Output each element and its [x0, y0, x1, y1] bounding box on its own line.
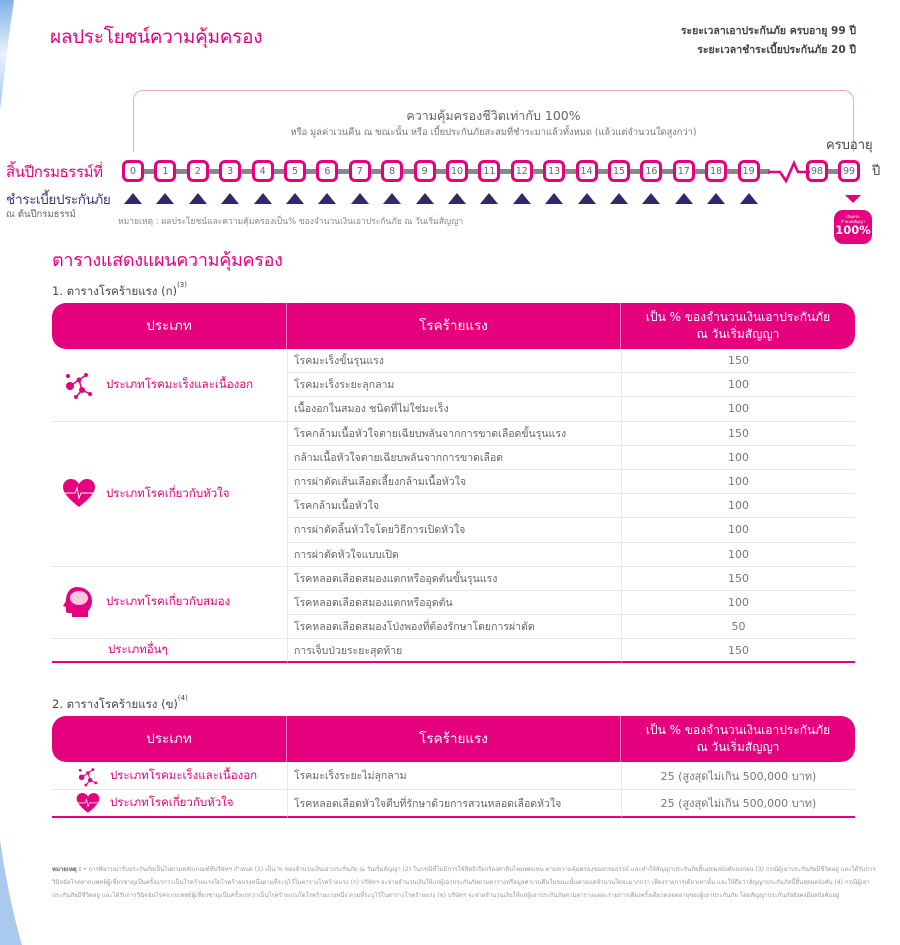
badge-small-2: กำหนดสัญญา	[840, 219, 866, 224]
benefit-percent: 50	[621, 615, 855, 639]
coverage-main-text: ความคุ้มครองชีวิตเท่ากับ 100%	[406, 108, 581, 123]
benefit-percent: 150	[621, 567, 855, 591]
header-percent-line2: ณ วันเริ่มสัญญา	[696, 327, 780, 341]
premium-payment-marker-icon	[675, 193, 693, 204]
disease-name: โรคกล้ามเนื้อหัวใจ	[287, 494, 621, 518]
premium-payment-marker-icon	[610, 193, 628, 204]
header-percent	[621, 716, 855, 762]
payment-period: ระยะเวลาชำระเบี้ยประกันภัย 20 ปี	[697, 44, 856, 56]
footnote-label: หมายเหตุ :	[52, 866, 82, 873]
heart-icon	[62, 479, 96, 509]
premium-payment-marker-icon	[318, 193, 336, 204]
category-cell	[52, 790, 287, 818]
benefit-percent: 150	[621, 422, 855, 446]
disease-name: โรคมะเร็งขั้นรุนแรง	[287, 349, 621, 373]
decorative-swoosh	[0, 0, 40, 945]
critical-illness-table-a	[52, 303, 855, 663]
premium-payment-marker-icon	[351, 193, 369, 204]
disease-name: เนื้องอกในสมอง ชนิดที่ไม่ใช่มะเร็ง	[287, 397, 621, 421]
table-row	[52, 349, 855, 373]
year-node: 0	[122, 160, 144, 182]
benefit-percent: 100	[621, 518, 855, 542]
disease-name: การผ่าตัดลิ้นหัวใจโดยวิธีการเปิดหัวใจ	[287, 518, 621, 542]
molecule-icon	[62, 370, 96, 400]
benefit-percent: 100	[621, 470, 855, 494]
table-header-row	[52, 303, 855, 349]
coverage-period: ระยะเวลาเอาประกันภัย ครบอายุ 99 ปี	[680, 25, 856, 37]
year-node: 12	[511, 160, 533, 182]
category-cell	[52, 762, 287, 790]
disease-name: การเจ็บป่วยระยะสุดท้าย	[287, 639, 621, 663]
year-node: 18	[705, 160, 727, 182]
year-node: 5	[284, 160, 306, 182]
header-disease: โรคร้ายแรง	[287, 303, 621, 349]
molecule-icon	[76, 766, 100, 786]
category-cell	[52, 349, 287, 422]
premium-payment-marker-icon	[578, 193, 596, 204]
header-disease: โรคร้ายแรง	[287, 716, 621, 762]
footnote	[52, 864, 882, 902]
category-label: ประเภทอื่นๆ	[108, 642, 168, 657]
year-node: 14	[576, 160, 598, 182]
header-type: ประเภท	[52, 303, 287, 349]
premium-label: ชำระเบี้ยประกันภัย	[6, 192, 111, 208]
premium-payment-marker-icon	[707, 193, 725, 204]
premium-payment-marker-icon	[480, 193, 498, 204]
maturity-benefit-badge	[834, 210, 872, 244]
benefit-percent: 100	[621, 591, 855, 615]
year-node: 9	[414, 160, 436, 182]
table1-title	[52, 283, 187, 301]
table-row	[52, 422, 855, 446]
premium-payment-marker-icon	[156, 193, 174, 204]
category-label: ประเภทโรคเกี่ยวกับสมอง	[106, 594, 231, 609]
heart-icon	[76, 793, 100, 813]
year-node: 7	[349, 160, 371, 182]
year-node: 11	[478, 160, 500, 182]
category-cell	[52, 639, 287, 663]
section-title: ตารางแสดงแผนความคุ้มครอง	[52, 250, 283, 271]
table2-title	[52, 696, 188, 714]
year-node: 10	[446, 160, 468, 182]
premium-payment-marker-icon	[124, 193, 142, 204]
year-node: 98	[806, 160, 828, 182]
timeline-note: หมายเหตุ : ผลประโยชน์และความคุ้มครองเป็น% ของจำนวนเงินเอาประกันภัย ณ วันเริ่มสัญญา	[118, 217, 464, 227]
table-row	[52, 639, 855, 663]
premium-payment-marker-icon	[221, 193, 239, 204]
table-row	[52, 762, 855, 790]
table-header-row	[52, 716, 855, 762]
premium-payment-marker-icon	[513, 193, 531, 204]
disease-name: โรคหลอดเลือดสมองแตกหรืออุดตัน	[287, 591, 621, 615]
timeline-break-icon	[768, 160, 810, 184]
critical-illness-table-b	[52, 716, 855, 818]
header-percent-line1: เป็น % ของจำนวนเงินเอาประกันภัย	[645, 310, 831, 324]
benefit-percent: 100	[621, 446, 855, 470]
year-node: 16	[640, 160, 662, 182]
year-node: 17	[673, 160, 695, 182]
year-unit: ปี	[872, 164, 881, 179]
year-node: 19	[738, 160, 760, 182]
disease-name: โรคหลอดเลือดหัวใจตีบที่รักษาด้วยการสวนหลอดเลือดหัวใจ	[287, 790, 621, 818]
category-label: ประเภทโรคมะเร็งและเนื้องอก	[110, 767, 258, 782]
category-cell	[52, 422, 287, 567]
year-node: 1	[154, 160, 176, 182]
year-node: 15	[608, 160, 630, 182]
disease-name: การผ่าตัดหัวใจแบบเปิด	[287, 543, 621, 567]
benefit-percent: 25 (สูงสุดไม่เกิน 500,000 บาท)	[621, 790, 855, 818]
benefit-percent: 25 (สูงสุดไม่เกิน 500,000 บาท)	[621, 762, 855, 790]
premium-payment-marker-icon	[448, 193, 466, 204]
premium-payment-marker-icon	[642, 193, 660, 204]
premium-payment-marker-icon	[383, 193, 401, 204]
premium-payment-marker-icon	[286, 193, 304, 204]
category-cell	[52, 567, 287, 640]
maturity-arrow-icon	[845, 195, 861, 203]
category-label: ประเภทโรคมะเร็งและเนื้องอก	[106, 376, 254, 391]
premium-payment-marker-icon	[189, 193, 207, 204]
category-label: ประเภทโรคเกี่ยวกับหัวใจ	[106, 485, 230, 500]
disease-name: กล้ามเนื้อหัวใจตายเฉียบพลันจากการขาดเลือด	[287, 446, 621, 470]
benefit-percent: 100	[621, 543, 855, 567]
benefit-percent: 100	[621, 494, 855, 518]
year-node: 4	[252, 160, 274, 182]
footnote-text: • การพิจารณารับประกันภัยเป็นไปตามหลักเกณฑ์ที่บริษัทฯ กำหนด (1) เป็น % ของจำนวนเงินเอาประกันภัย ณ วันเริ่มสัญญา (2) ในกรณีที่ไม่มีการใช้สิทธิเรียกร้องค่าสินไหมทดแทน ตามความคุ้มครองของกรมธรรม์ และทำให้สัญญาประกันภัยสิ้นสุดผลบังคับลงก่อน (3) กรณีผู้เอาประกันภัยมีชีวิตอยู่ และได้รับการวินิจฉัยโรคจากแพทย์ผู้เชี่ยวชาญเป็นครั้งแรกว่าเป็นโรคร้ายแรงใดโรคร้ายแรงหนึ่งตามที่ระบุไว้ในตารางโรคร้ายแรง (ก) บริษัทฯ จะจ่ายจำนวนเงินให้แก่ผู้เอาประกันภัยตามตารางหรือมูลค่าเวนคืนในขณะนั้นตามแต่จำนวนใดจะมากกว่า เพียงรายการเดียวเท่านั้น และให้ถือว่าสัญญาประกันภัยนี้สิ้นสุดผลบังคับ (4) กรณีผู้เอาประกันภัยมีชีวิตอยู่ และได้รับการวินิจฉัยโรคจากแพทย์ผู้เชี่ยวชาญเป็นครั้งแรกว่าเป็นโรคร้ายแรงใดโรคร้ายแรงหนึ่ง ตามที่ระบุไว้ในตารางโรคร้ายแรง (ข) บริษัทฯ จะจ่ายจำนวนเงินให้แก่ผู้เอาประกันภัยตามตารางแต่ละรายการเพียงครั้งเดียวตลอดอายุของผู้เอาประกันภัย โดยสัญญาประกันภัยยังคงมีผลบังคับอยู่	[52, 866, 876, 899]
year-node: 6	[316, 160, 338, 182]
period-info	[681, 22, 856, 60]
disease-name: โรคกล้ามเนื้อหัวใจตายเฉียบพลันจากการขาดเลือดขั้นรุนแรง	[287, 422, 621, 446]
header-percent	[621, 303, 855, 349]
header-percent-line1: เป็น % ของจำนวนเงินเอาประกันภัย	[645, 723, 831, 737]
policy-year-label: สิ้นปีกรมธรรม์ที่	[6, 163, 103, 181]
table1-footnote-ref: (3)	[177, 281, 187, 289]
disease-name: โรคมะเร็งระยะลุกลาม	[287, 373, 621, 397]
benefit-percent: 150	[621, 639, 855, 663]
benefit-percent: 100	[621, 373, 855, 397]
premium-payment-marker-icon	[545, 193, 563, 204]
category-label: ประเภทโรคเกี่ยวกับหัวใจ	[110, 795, 234, 809]
header-percent-line2: ณ วันเริ่มสัญญา	[696, 740, 780, 754]
year-node: 13	[543, 160, 565, 182]
table2-footnote-ref: (4)	[177, 694, 188, 702]
maturity-label: ครบอายุ	[826, 138, 873, 153]
year-node: 8	[381, 160, 403, 182]
table-row	[52, 567, 855, 591]
premium-payment-marker-icon	[740, 193, 758, 204]
table1-title-text: 1. ตารางโรคร้ายแรง (ก)	[52, 284, 178, 298]
year-node: 2	[187, 160, 209, 182]
disease-name: การผ่าตัดเส้นเลือดเลี้ยงกล้ามเนื้อหัวใจ	[287, 470, 621, 494]
badge-value: 100%	[835, 223, 871, 237]
badge-small-1: เงินครบ	[846, 214, 860, 219]
brain-head-icon	[62, 587, 96, 617]
disease-name: โรคหลอดเลือดสมองโป่งพองที่ต้องรักษาโดยการผ่าตัด	[287, 615, 621, 639]
year-node: 99	[838, 160, 860, 182]
disease-name: โรคหลอดเลือดสมองแตกหรืออุดตันขั้นรุนแรง	[287, 567, 621, 591]
premium-sub-label: ณ ต้นปีกรมธรรม์	[6, 209, 76, 220]
benefit-percent: 100	[621, 397, 855, 421]
year-node: 3	[219, 160, 241, 182]
coverage-sub-text: หรือ มูลค่าเวนคืน ณ ขณะนั้น หรือ เบี้ยประกันภัยสะสมที่ชำระมาแล้วทั้งหมด (แล้วแต่จำนวนใดสูงกว่า)	[290, 127, 697, 138]
premium-payment-marker-icon	[254, 193, 272, 204]
table2-title-text: 2. ตารางโรคร้ายแรง (ข)	[52, 697, 178, 711]
premium-payment-marker-icon	[416, 193, 434, 204]
page-title: ผลประโยชน์ความคุ้มครอง	[50, 26, 263, 48]
table-row	[52, 790, 855, 818]
benefit-percent: 150	[621, 349, 855, 373]
header-type: ประเภท	[52, 716, 287, 762]
disease-name: โรคมะเร็งระยะไม่ลุกลาม	[287, 762, 621, 790]
